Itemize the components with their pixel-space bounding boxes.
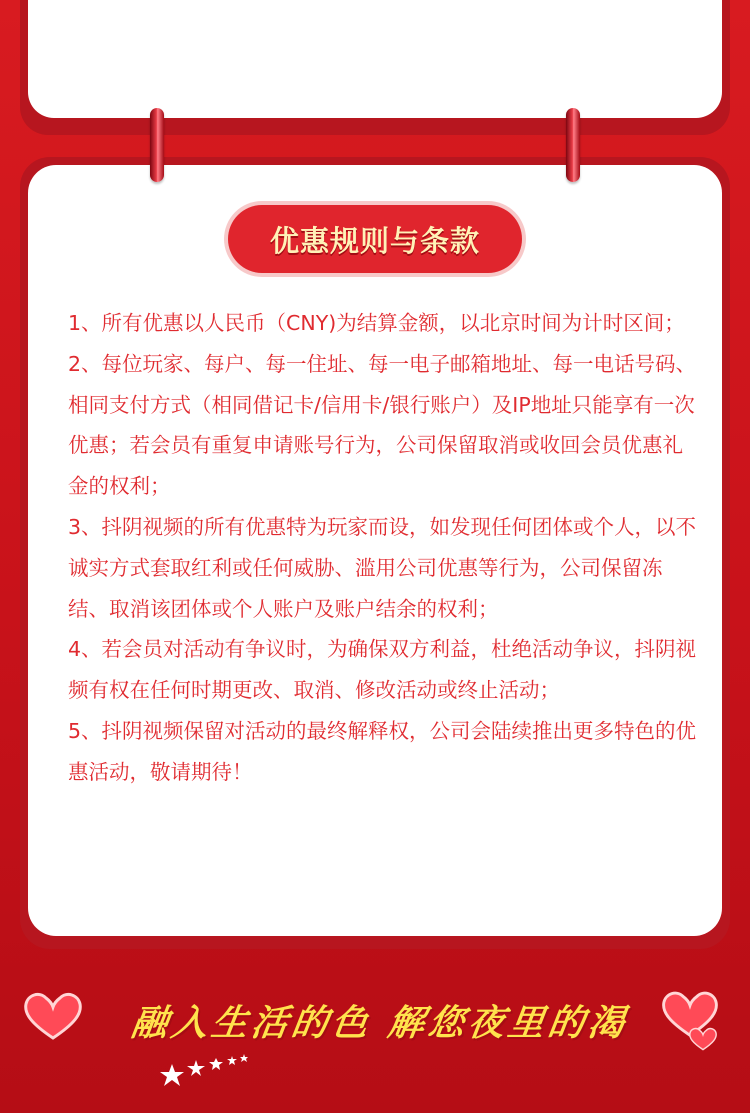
rule-text: 1、所有优惠以人民币（CNY)为结算金额，以北京时间为计时区间；: [68, 311, 685, 335]
rule-brand: 抖阴视频: [101, 514, 184, 539]
rule-text: 保留对活动的最终解释权，公司会陆续推出更多特色的优惠活动，敬请期待！: [68, 718, 697, 784]
top-card: [28, 0, 722, 118]
rule-text: 4、若会员对活动有争议时，为确保双方利益，杜绝活动争议，: [68, 637, 635, 662]
star-icon: [158, 1050, 258, 1090]
rule-text: 有权在任何时期更改、取消、修改活动或终止活动；: [88, 678, 560, 703]
rule-text: 的所有优惠特为玩家而设，如发现任何团体或个人，以不诚实方式套取红利或任何威胁、滥用公司优惠等行为，公司保留冻结、取消该团体或个人账户及账户结余的权利；: [68, 514, 697, 621]
rule-text: 3、: [68, 514, 102, 539]
rule-text: 5、: [68, 718, 102, 743]
rules-title: 优惠规则与条款: [269, 223, 480, 258]
rules-title-badge: [228, 205, 522, 273]
rule-brand: 抖阴视频: [68, 637, 697, 703]
rule-item-3: [68, 507, 698, 629]
rule-item-1: [68, 303, 698, 344]
binder-ring-right: [566, 108, 580, 182]
heart-icon: [22, 990, 84, 1042]
rule-brand: 抖阴视频: [101, 718, 184, 743]
slogan-text: 融入生活的色 解您夜里的渴: [128, 1001, 631, 1044]
binder-ring-left: [150, 108, 164, 182]
rules-list: [68, 303, 698, 793]
slogan-banner: [110, 990, 650, 1050]
rule-item-5: [68, 711, 698, 793]
rule-item-2: [68, 344, 698, 507]
heart-icon: [688, 1026, 718, 1052]
rule-item-4: [68, 629, 698, 711]
rule-text: 2、每位玩家、每户、每一住址、每一电子邮箱地址、每一电话号码、相同支付方式（相同借记卡/信用卡/银行账户）及IP地址只能享有一次优惠；若会员有重复申请账号行为，公司保留取消或收回会员优惠礼金的权利；: [68, 351, 697, 499]
